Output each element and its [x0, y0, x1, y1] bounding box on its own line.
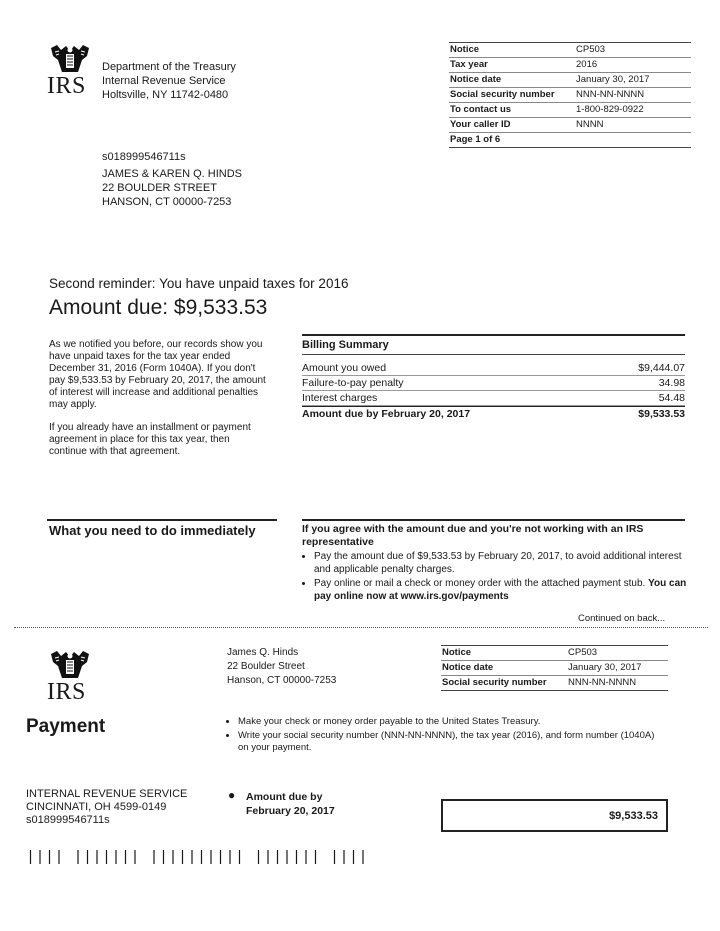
ssn-value: NNN-NN-NNNN: [568, 677, 637, 688]
amount-due-label: [246, 790, 335, 818]
notice-value: [576, 133, 691, 147]
stub-notice-row: [441, 661, 668, 676]
amount-due-label-line: February 20, 2017: [246, 805, 335, 817]
agency-address: [102, 60, 236, 102]
eagle-icon: [47, 42, 93, 74]
eagle-icon: [47, 648, 93, 680]
billing-value: $9,444.07: [638, 362, 685, 374]
agency-line: Internal Revenue Service: [102, 75, 226, 87]
todo-bullet-text: Pay online or mail a check or money order with the attached payment stub.: [314, 578, 646, 589]
agency-line: Holtsville, NY 11742-0480: [102, 89, 229, 101]
notice-row: [449, 58, 691, 73]
irs-logo: [47, 42, 97, 98]
payment-title: Payment: [26, 716, 106, 737]
payment-instruction: • Write your social security number (NNN-NN-NNNN), the tax year (2016), and form number (1040A) on your payment.: [238, 730, 666, 754]
irs-logo-text: IRS: [47, 679, 86, 705]
notice-row: [449, 118, 691, 133]
notice-date-value: January 30, 2017: [568, 662, 642, 673]
notice-date-label: Notice date: [442, 662, 494, 673]
recipient-code: s018999546711s: [102, 151, 186, 163]
notice-row: [449, 88, 691, 103]
notice-label: Notice: [450, 44, 480, 55]
payment-instruction-list: [226, 716, 666, 754]
ssn-label: Social security number: [450, 89, 555, 100]
agency-line: Department of the Treasury: [102, 61, 236, 73]
postal-barcode: |||| ||||||| |||||||||| ||||||| ||||: [26, 849, 369, 866]
notice-date-label: Notice date: [450, 74, 502, 85]
amount-bullet: ●: [228, 788, 236, 802]
notice-row: [449, 43, 691, 58]
todo-rule-right: [302, 519, 685, 521]
billing-total-value: $9,533.53: [638, 408, 685, 420]
notice-value: CP503: [576, 44, 606, 55]
billing-label: Failure-to-pay penalty: [302, 377, 404, 389]
todo-bullet: [314, 578, 687, 603]
billing-label: Amount you owed: [302, 362, 387, 374]
ssn-label: Social security number: [442, 677, 547, 688]
todo-instructions: [302, 523, 687, 605]
billing-row: [302, 376, 685, 391]
notice-label: Notice: [442, 647, 472, 658]
stub-notice-row: [441, 676, 668, 690]
recipient-line: 22 BOULDER STREET: [102, 182, 217, 194]
stub-name-line: Hanson, CT 00000-7253: [227, 675, 337, 686]
notice-row: [449, 73, 691, 88]
continued-note: Continued on back...: [578, 613, 666, 624]
billing-summary: [302, 334, 685, 421]
todo-heading: What you need to do immediately: [49, 523, 256, 538]
irs-address-line: s018999546711s: [26, 814, 110, 826]
notice-row: [449, 103, 691, 118]
billing-row: [302, 391, 685, 406]
irs-mailing-address: [26, 788, 187, 827]
recipient-line: JAMES & KAREN Q. HINDS: [102, 168, 242, 180]
todo-bullet-list: [302, 551, 687, 603]
amount-due-label-line: Amount due by: [246, 791, 323, 803]
notice-value: CP503: [568, 647, 598, 658]
reminder-title: Second reminder: You have unpaid taxes for 2016: [49, 276, 349, 291]
billing-value: 34.98: [658, 377, 685, 389]
amount-due-heading: Amount due: $9,533.53: [49, 296, 268, 319]
ssn-value: NNN-NN-NNNN: [576, 89, 645, 100]
todo-rule-left: [47, 519, 277, 521]
billing-summary-title: Billing Summary: [302, 338, 685, 355]
pay-online-link[interactable]: You can pay online now at www.irs.gov/payments: [314, 578, 687, 602]
stub-name-line: 22 Boulder Street: [227, 661, 305, 672]
todo-subheading: If you agree with the amount due and you're not working with an IRS representative: [302, 523, 644, 548]
irs-address-line: CINCINNATI, OH 4599-0149: [26, 801, 167, 813]
tax-year-value: 2016: [576, 59, 598, 70]
amount-paid-box[interactable]: [441, 799, 668, 832]
billing-total-row: [302, 406, 685, 421]
stub-notice-row: [441, 646, 668, 661]
recipient-line: HANSON, CT 00000-7253: [102, 196, 232, 208]
stub-notice-box: [441, 645, 668, 691]
billing-label: Interest charges: [302, 392, 378, 404]
intro-paragraph: As we notified you before, our records show you have unpaid taxes for the tax year ended December 31, 2016 (Form 1040A). If you don't pay $9,533.53 by February 20, 2017, the amount of interest will increase and additional penalties may apply.: [49, 339, 266, 410]
amount-value: $9,533.53: [609, 809, 658, 822]
intro-paragraph: If you already have an installment or payment agreement in place for this tax year, then continue with that agreement.: [49, 422, 251, 457]
irs-logo-text: IRS: [47, 73, 86, 99]
caller-id-value: NNNN: [576, 119, 604, 130]
tear-line: [14, 627, 708, 628]
notice-row: [449, 133, 691, 147]
payment-instruction: • Make your check or money order payable to the United States Treasury.: [238, 716, 666, 728]
notice-info-box: [449, 42, 691, 148]
billing-total-label: Amount due by February 20, 2017: [302, 408, 471, 420]
notice-date-value: January 30, 2017: [576, 74, 650, 85]
intro-text: [49, 339, 267, 458]
irs-address-line: INTERNAL REVENUE SERVICE: [26, 788, 188, 800]
page-indicator: Page 1 of 6: [450, 134, 501, 145]
recipient-address: [102, 150, 242, 209]
caller-id-label: Your caller ID: [450, 119, 511, 130]
billing-row: [302, 361, 685, 376]
todo-bullet: • Pay the amount due of $9,533.53 by February 20, 2017, to avoid additional interest and applicable penalty charges.: [314, 551, 687, 576]
stub-name-address: [227, 646, 336, 688]
payment-instructions: [226, 714, 666, 756]
stub-irs-logo: [47, 648, 97, 704]
billing-value: 54.48: [658, 392, 685, 404]
tax-year-label: Tax year: [450, 59, 488, 70]
stub-name-line: James Q. Hinds: [227, 647, 299, 658]
contact-phone[interactable]: 1-800-829-0922: [576, 104, 644, 115]
contact-label: To contact us: [450, 104, 512, 115]
